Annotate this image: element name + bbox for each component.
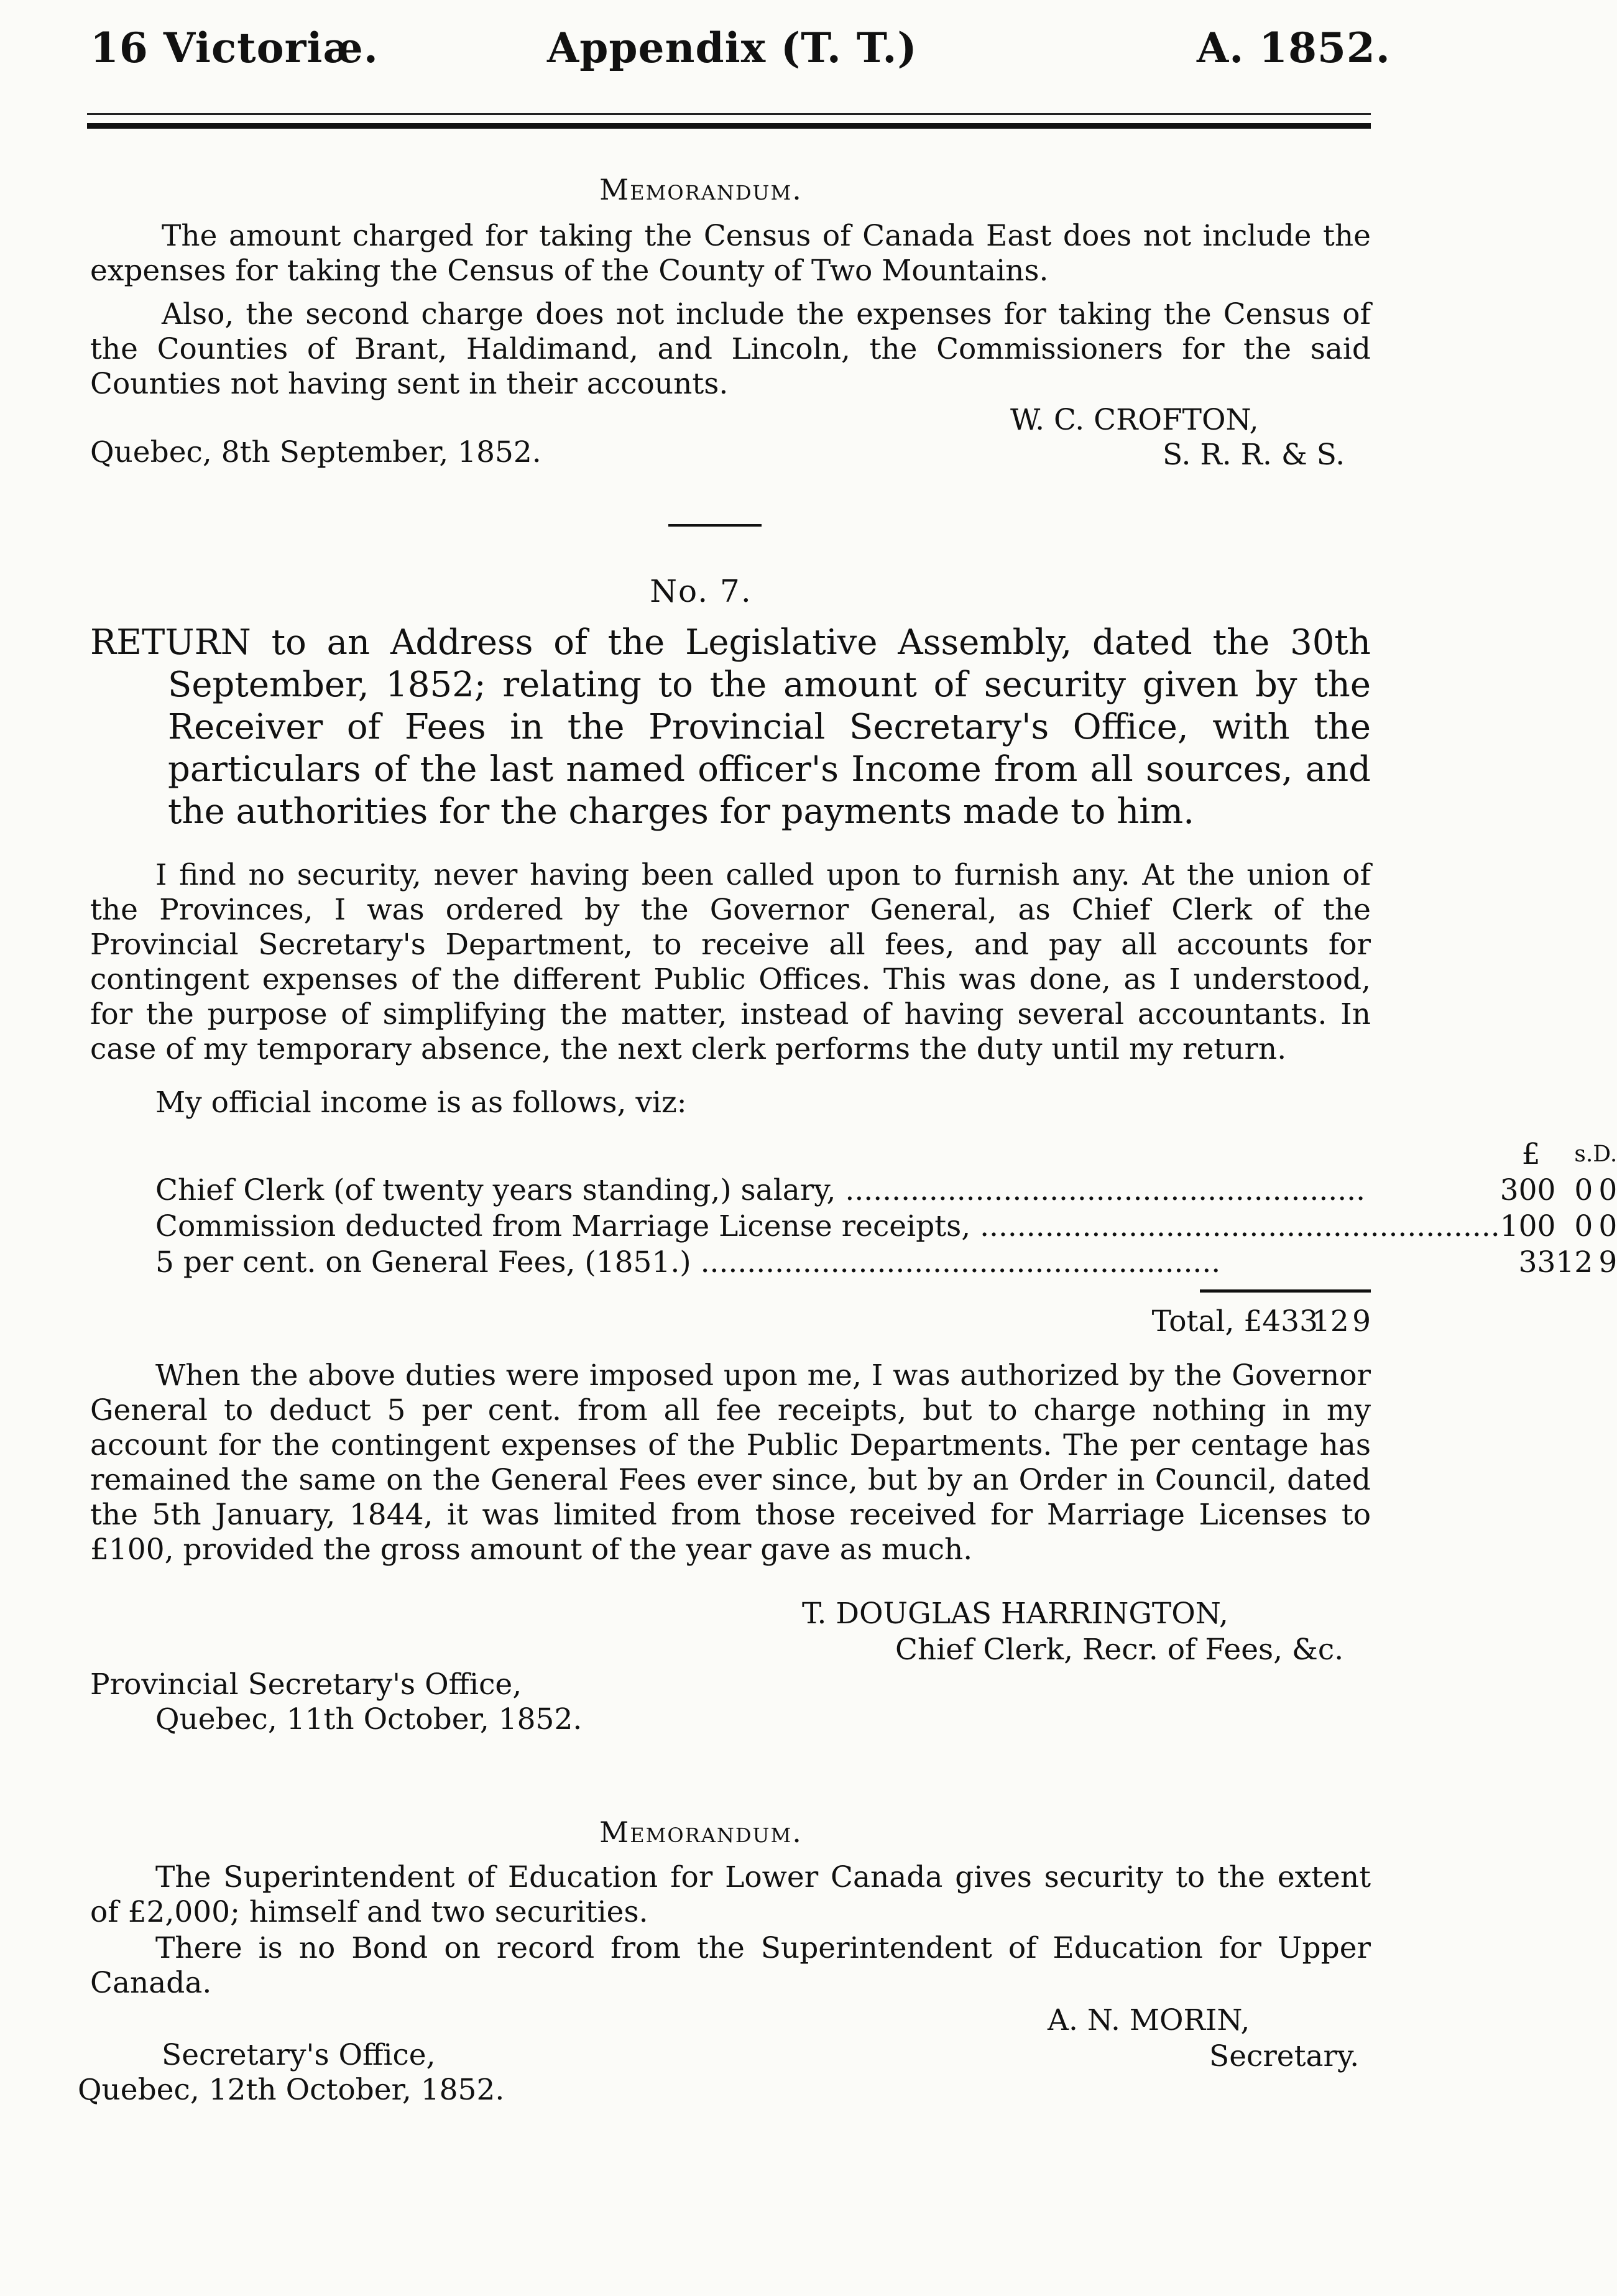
memo2-place-line-2: Quebec, 12th October, 1852. (78, 2073, 505, 2107)
income-row-pounds: 33 (1518, 1245, 1556, 1279)
income-row-pounds: 100 (1500, 1209, 1556, 1243)
income-row-label: Chief Clerk (of twenty years standing,) salary, ........................................................ (155, 1173, 1366, 1207)
memo2-paragraph-1: The Superintendent of Education for Lower Canada gives security to the extent of £2,000; himself and two securities. (90, 1860, 1371, 1929)
income-header-pounds: £ (1521, 1137, 1541, 1171)
return-paragraph-1: I find no security, never having been called upon to furnish any. At the union of the Provinces, I was ordered by the Governor General, as Chief Clerk of the Provincial Secretary's Department, to receive all fees, and pay all accounts for contingent expenses of the different Public Offices. This was done, as I understood, for the purpose of simplifying the matter, instead of having several accountants. In case of my temporary absence, the next clerk performs the duty until my return. (90, 858, 1371, 1066)
return-heading (90, 622, 1371, 833)
memo2-signer-name: A. N. MORIN, (1048, 2003, 1250, 2037)
memo2-paragraph-2: There is no Bond on record from the Superintendent of Education for Upper Canada. (90, 1931, 1371, 2000)
return-signer-name: T. DOUGLAS HARRINGTON, (802, 1597, 1228, 1631)
header-center: Appendix (T. T.) (547, 24, 918, 72)
income-total-label: Total, £433 (1151, 1304, 1318, 1339)
income-row-pounds: 300 (1500, 1173, 1556, 1207)
memo2-place-line-1: Secretary's Office, (162, 2038, 436, 2072)
income-table (155, 1136, 1617, 1281)
income-header-row (155, 1136, 1617, 1173)
return-place-line-2: Quebec, 11th October, 1852. (155, 1702, 583, 1736)
income-total-pence: 9 (1352, 1304, 1371, 1339)
memo1-heading: Memorandum. (599, 173, 803, 206)
income-row-pence: 0 (1598, 1209, 1617, 1243)
header-rule-thin (87, 113, 1371, 115)
income-row-shillings: 12 (1555, 1245, 1593, 1279)
income-row (155, 1245, 1617, 1281)
income-row-label: 5 per cent. on General Fees, (1851.) ........................................................ (155, 1245, 1221, 1279)
return-signer-title: Chief Clerk, Recr. of Fees, &c. (895, 1633, 1344, 1667)
income-row-label: Commission deducted from Marriage License receipts, ........................................................ (155, 1209, 1500, 1243)
memo1-paragraph-2: Also, the second charge does not include the expenses for taking the Census of the Counties of Brant, Haldimand, and Lincoln, the Commissioners for the said Counties not having sent in their accounts. (90, 297, 1371, 401)
income-total-shillings: 12 (1312, 1304, 1349, 1339)
income-row (155, 1209, 1617, 1245)
memo1-signer-name: W. C. CROFTON, (1010, 403, 1259, 437)
header-right: A. 1852. (1197, 24, 1391, 72)
memo1-signer-title: S. R. R. & S. (1163, 438, 1345, 472)
income-header-pence: D. (1593, 1141, 1617, 1167)
header-left: 16 Victoriæ. (90, 24, 379, 72)
total-rule (1200, 1289, 1371, 1293)
header-rule-thick (87, 123, 1371, 129)
income-row-shillings: 0 (1574, 1209, 1593, 1243)
income-row (155, 1173, 1617, 1209)
income-row-pence: 0 (1598, 1173, 1617, 1207)
memo1-paragraph-1: The amount charged for taking the Census of Canada East does not include the expenses for taking the Census of the County of Two Mountains. (90, 219, 1371, 288)
memo2-signer-title: Secretary. (1209, 2039, 1360, 2073)
memo2-heading: Memorandum. (599, 1815, 803, 1849)
income-row-pence: 9 (1598, 1245, 1617, 1279)
return-place-line-1: Provincial Secretary's Office, (90, 1667, 522, 1702)
income-header-shillings: s. (1574, 1141, 1593, 1167)
section-divider (668, 524, 762, 527)
return-paragraph-2: My official income is as follows, viz: (155, 1086, 687, 1120)
return-number: No. 7. (650, 573, 752, 609)
memo1-place-date: Quebec, 8th September, 1852. (90, 435, 541, 469)
return-heading-text: RETURN to an Address of the Legislative Assembly, dated the 30th September, 1852; relating to the amount of security given by the Receiver of Fees in the Provincial Secretary's Office, with the particulars of the last named officer's Income from all sources, and the authorities for the charges for payments made to him. (90, 622, 1371, 832)
return-paragraph-3: When the above duties were imposed upon me, I was authorized by the Governor General to deduct 5 per cent. from all fee receipts, but to charge nothing in my account for the contingent expenses of the Public Departments. The per centage has remained the same on the General Fees ever since, but by an Order in Council, dated the 5th January, 1844, it was limited from those received for Marriage Licenses to £100, provided the gross amount of the year gave as much. (90, 1358, 1371, 1567)
income-row-shillings: 0 (1574, 1173, 1593, 1207)
